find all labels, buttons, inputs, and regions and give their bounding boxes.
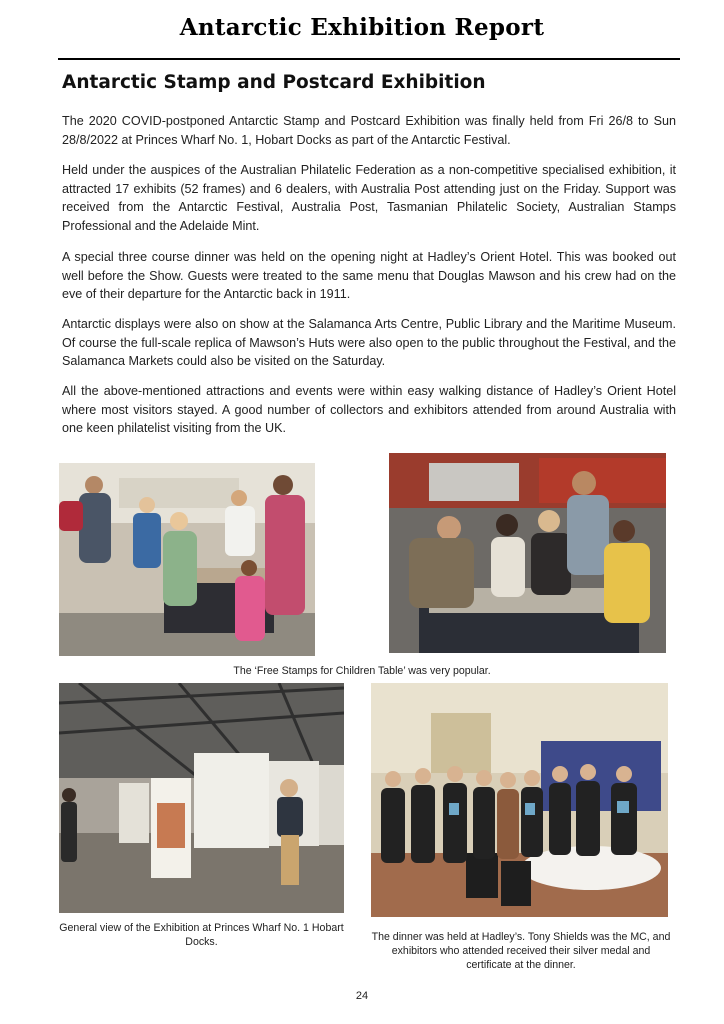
- caption-dinner: The dinner was held at Hadley’s. Tony Shields was the MC, and exhibitors who attended received their silver medal and certificate at the dinner.: [371, 931, 671, 971]
- caption-general-view: General view of the Exhibition at Princes Wharf No. 1 Hobart Docks.: [59, 922, 344, 948]
- photo-dinner-group: [371, 683, 668, 917]
- section-title: Antarctic Stamp and Postcard Exhibition: [62, 72, 486, 93]
- photo-children-stamp-table: [59, 463, 315, 656]
- photo-people-stamp-table: [389, 453, 666, 653]
- paragraph-dinner: A special three course dinner was held on the opening night at Hadley’s Orient Hotel. This was booked out well before the Show. Guests were treated to the same menu that Douglas Mawson and his crew had on the eve of their departure for the Antarctic back in 1911.: [62, 250, 676, 301]
- paragraph-visitors: All the above-mentioned attractions and events were within easy walking distance of Hadley’s Orient Hotel where most visitors stayed. A good number of collectors and exhibitors attended from around Australia with one keen philatelist visiting from the UK.: [62, 384, 676, 435]
- page-header-title: Antarctic Exhibition Report: [179, 14, 545, 41]
- paragraph-dates-venue: The 2020 COVID-postponed Antarctic Stamp and Postcard Exhibition was finally held from Fri 26/8 to Sun 28/8/2022 at Princes Wharf No. 1, Hobart Docks as part of the Antarctic Festival.: [62, 114, 676, 147]
- page-number: 24: [355, 990, 369, 1002]
- photo-exhibition-hall: [59, 683, 344, 913]
- caption-children-table: The ‘Free Stamps for Children Table’ was very popular.: [233, 665, 491, 677]
- paragraph-exhibits-support: Held under the auspices of the Australian Philatelic Federation as a non-competitive specialised exhibition, it attracted 17 exhibits (52 frames) and 6 dealers, with Australia Post attending just on the Friday. Support was received from the Antarctic Festival, Australia Post, Tasmanian Philatelic Society, Australian Stamps Professional and the Adelaide Mint.: [62, 163, 676, 233]
- paragraph-displays: Antarctic displays were also on show at the Salamanca Arts Centre, Public Library and the Maritime Museum. Of course the full-scale replica of Mawson’s Huts were also open to the public throughout the Festival, and the Salamanca Markets could also be visited on the Saturday.: [62, 317, 676, 368]
- header-rule: [58, 58, 680, 60]
